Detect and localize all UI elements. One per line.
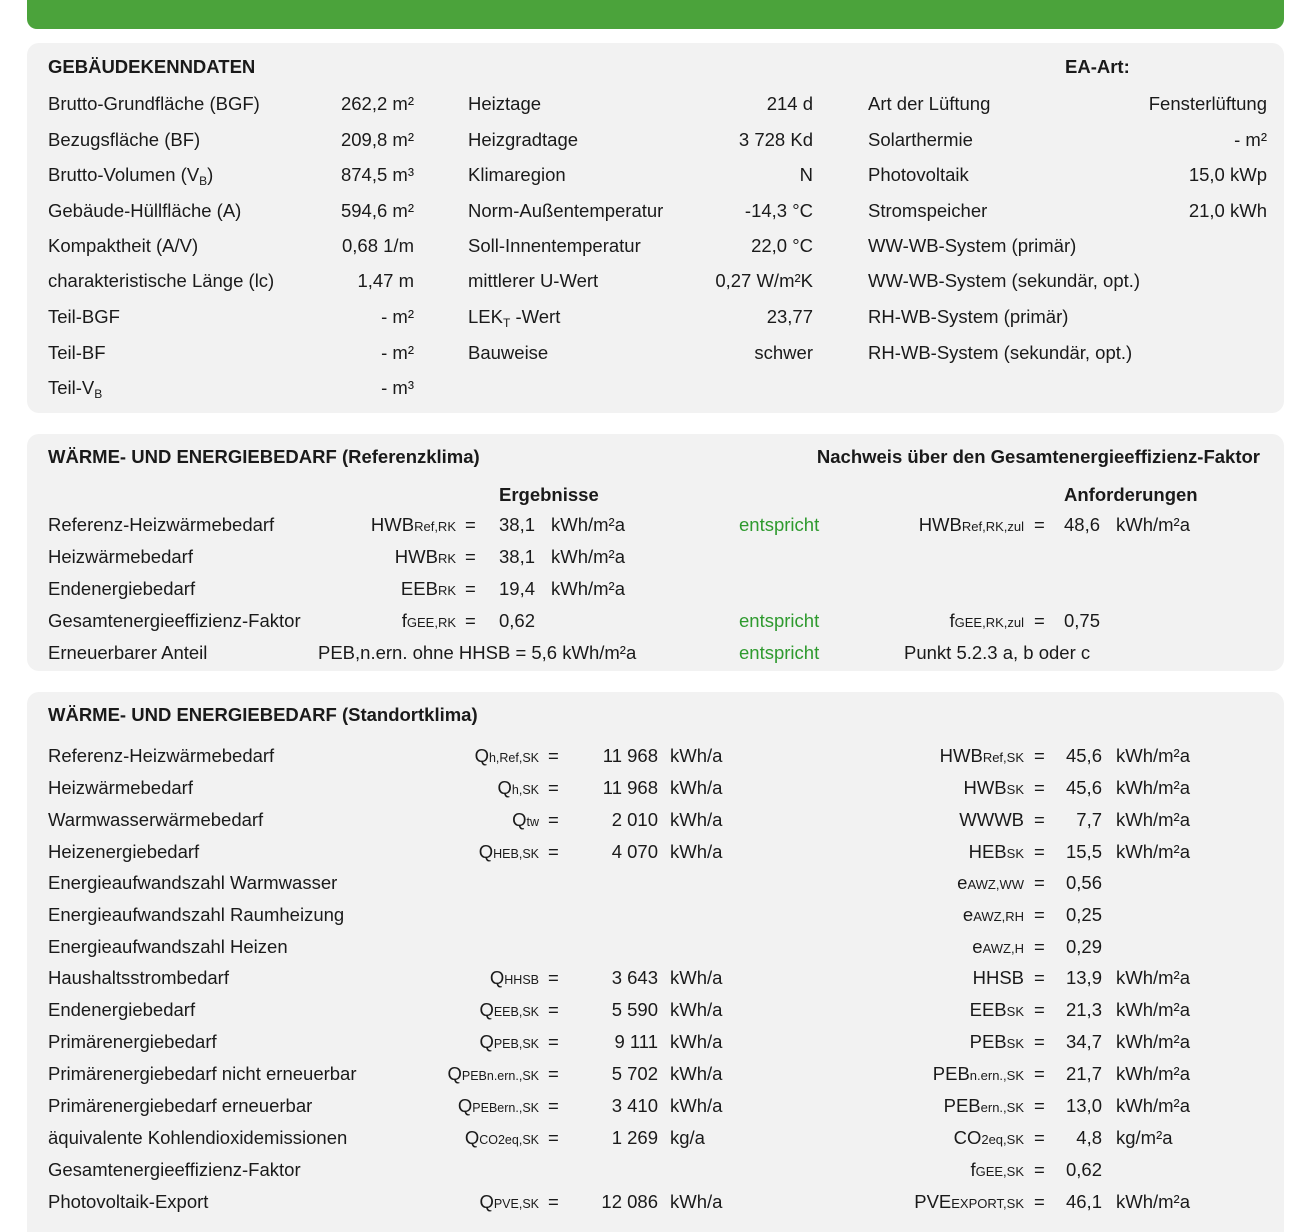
ref-row-label: Endenergiebedarf xyxy=(48,578,196,599)
ref-row-symbol xyxy=(401,578,456,602)
site-row-label: Energieaufwandszahl Heizen xyxy=(48,936,288,957)
site-row-s-unit: kWh/m²a xyxy=(1116,1191,1190,1212)
site-row-s-eq: = xyxy=(1034,967,1045,988)
ref-row-req-eq: = xyxy=(1034,610,1045,631)
site-row-s-unit: kWh/m²a xyxy=(1116,841,1190,862)
site-row-s-symbol xyxy=(933,1063,1024,1087)
site-row-value: 11 968 xyxy=(602,745,658,766)
building-col2-label: Heiztage xyxy=(468,93,542,114)
building-col1-label-label-after: ) xyxy=(207,164,214,185)
ref-row-symbol xyxy=(395,546,456,570)
building-col2-value: schwer xyxy=(754,342,813,363)
header-banner xyxy=(27,0,1284,29)
site-row-s-symbol-subscript: 2eq,SK xyxy=(981,1132,1024,1147)
ref-row-req-symbol-symbol: HWB xyxy=(918,514,962,535)
site-row-s-symbol-symbol: PVE xyxy=(914,1191,952,1212)
site-row-label: Heizwärmebedarf xyxy=(48,777,193,798)
site-row-q-symbol-symbol: Q xyxy=(479,1031,494,1052)
building-col3-label: Photovoltaik xyxy=(868,164,969,185)
building-col3-label: Stromspeicher xyxy=(868,200,988,221)
site-row-s-symbol xyxy=(970,999,1024,1023)
site-row-s-value: 13,0 xyxy=(1065,1095,1102,1116)
site-row-eq: = xyxy=(548,967,559,988)
site-row-value: 11 968 xyxy=(602,777,658,798)
site-row-value: 3 643 xyxy=(611,967,658,988)
site-row-s-value: 7,7 xyxy=(1076,809,1102,830)
site-row-q-symbol xyxy=(465,1127,539,1151)
site-row-q-symbol xyxy=(479,999,539,1023)
site-row-s-symbol-symbol: EEB xyxy=(969,999,1007,1020)
ref-row-req-symbol xyxy=(950,610,1025,634)
site-row-s-symbol xyxy=(954,1127,1024,1151)
ref-row-eq: = xyxy=(465,578,476,599)
site-row-q-symbol-symbol: Q xyxy=(479,999,494,1020)
ref-row-req-unit: kWh/m²a xyxy=(1116,514,1190,535)
site-row-label: Referenz-Heizwärmebedarf xyxy=(48,745,275,766)
site-row-q-symbol-subscript: EEB,SK xyxy=(493,1005,539,1019)
building-col1-label: Teil-BGF xyxy=(48,306,120,327)
site-row-s-unit: kWh/m²a xyxy=(1116,1095,1190,1116)
ref-row-symbol-symbol: HWB xyxy=(394,546,438,567)
site-row-unit: kWh/a xyxy=(670,1063,723,1084)
building-col2-value: 0,27 W/m²K xyxy=(715,270,813,291)
site-row-s-symbol xyxy=(940,745,1024,769)
site-row-s-unit: kWh/m²a xyxy=(1116,745,1190,766)
building-title: GEBÄUDEKENNDATEN xyxy=(48,56,256,77)
building-col1-value: 0,68 1/m xyxy=(342,235,414,256)
site-row-s-symbol-symbol: HEB xyxy=(968,841,1007,862)
building-col2-label: mittlerer U-Wert xyxy=(468,270,599,291)
site-row-unit: kWh/a xyxy=(670,1031,723,1052)
site-row-s-unit: kWh/m²a xyxy=(1116,1031,1190,1052)
site-row-s-symbol-subscript: Ref,SK xyxy=(982,750,1024,765)
ref-row-symbol-symbol: HWB xyxy=(370,514,415,535)
ref-row-eq: = xyxy=(465,546,476,567)
site-row-eq: = xyxy=(548,1063,559,1084)
site-row-s-unit: kWh/m²a xyxy=(1116,777,1190,798)
site-row-s-symbol-subscript: GEE,SK xyxy=(975,1164,1024,1179)
ref-row-req-value: 0,75 xyxy=(1064,610,1101,631)
site-row-s-eq: = xyxy=(1034,872,1045,893)
site-row-unit: kWh/a xyxy=(670,745,723,766)
site-row-s-symbol xyxy=(973,967,1024,989)
building-col1-value: 874,5 m³ xyxy=(340,164,414,185)
site-row-eq: = xyxy=(548,999,559,1020)
site-row-s-eq: = xyxy=(1034,841,1045,862)
site-row-q-symbol-symbol: Q xyxy=(479,1191,494,1212)
site-row-q-symbol-symbol: Q xyxy=(464,1127,480,1148)
ref-row-label: Referenz-Heizwärmebedarf xyxy=(48,514,275,535)
site-row-q-symbol-subscript: h,Ref,SK xyxy=(488,751,539,765)
site-row-q-symbol-symbol: Q xyxy=(457,1095,473,1116)
building-col2-label xyxy=(468,306,560,328)
site-row-s-symbol-symbol: PEB xyxy=(932,1063,970,1084)
site-row-s-symbol-subscript: SK xyxy=(1006,782,1024,797)
site-row-unit: kWh/a xyxy=(670,967,723,988)
site-row-s-symbol-symbol: WWWB xyxy=(959,809,1024,830)
site-row-s-symbol xyxy=(957,872,1024,896)
ref-row-symbol xyxy=(402,610,456,634)
ref-row-req-eq: = xyxy=(1034,514,1045,535)
ref-row-value: 19,4 xyxy=(499,578,536,599)
site-row-eq: = xyxy=(548,1191,559,1212)
site-row-label: Photovoltaik-Export xyxy=(48,1191,209,1212)
building-col3-label: Art der Lüftung xyxy=(868,93,991,114)
building-col1-value: 594,6 m² xyxy=(340,200,414,221)
site-row-value: 12 086 xyxy=(601,1191,658,1212)
site-row-s-eq: = xyxy=(1034,1159,1045,1180)
site-row-s-eq: = xyxy=(1034,904,1045,925)
site-row-s-symbol xyxy=(970,1159,1024,1183)
building-col1-value: 209,8 m² xyxy=(340,129,414,150)
site-row-s-value: 0,25 xyxy=(1065,904,1102,925)
ref-row-req-symbol-subscript: Ref,RK,zul xyxy=(961,519,1024,534)
site-row-unit: kWh/a xyxy=(670,1191,723,1212)
site-row-s-value: 0,56 xyxy=(1065,872,1102,893)
site-row-s-value: 13,9 xyxy=(1065,967,1102,988)
building-col3-label: RH-WB-System (sekundär, opt.) xyxy=(868,342,1133,363)
site-row-s-eq: = xyxy=(1034,745,1045,766)
site-row-s-eq: = xyxy=(1034,999,1045,1020)
site-row-q-symbol-subscript: CO2eq,SK xyxy=(479,1133,539,1147)
ref-results-header: Ergebnisse xyxy=(499,484,599,505)
site-row-label: Heizenergiebedarf xyxy=(48,841,200,862)
building-col1-label-label-sub: B xyxy=(94,387,103,401)
site-row-s-unit: kg/m²a xyxy=(1116,1127,1173,1148)
site-row-label: Endenergiebedarf xyxy=(48,999,196,1020)
site-row-q-symbol xyxy=(479,841,539,865)
ref-row-req-symbol-symbol: f xyxy=(949,610,955,631)
site-row-q-symbol-subscript: PEB,SK xyxy=(493,1037,539,1051)
site-row-q-symbol-subscript: h,SK xyxy=(511,783,539,797)
site-row-q-symbol xyxy=(490,967,539,991)
building-col2-value: 214 d xyxy=(766,93,813,114)
reference-climate-panel xyxy=(27,434,1284,671)
ref-row-symbol-symbol: EEB xyxy=(400,578,438,599)
building-col1-label-label: Teil-V xyxy=(48,377,95,398)
ea-art-label: EA-Art: xyxy=(1065,56,1130,77)
site-row-label: Primärenergiebedarf nicht erneuerbar xyxy=(48,1063,357,1084)
site-row-label: Primärenergiebedarf erneuerbar xyxy=(48,1095,313,1116)
building-col2-value: 3 728 Kd xyxy=(738,129,813,150)
building-col3-value: 21,0 kWh xyxy=(1188,200,1267,221)
ref-row-value: 38,1 xyxy=(499,546,536,567)
ref-row-symbol-subscript: Ref,RK xyxy=(414,519,456,534)
site-row-s-symbol-subscript: ern.,SK xyxy=(980,1100,1024,1115)
site-row-q-symbol xyxy=(475,745,539,769)
site-row-s-eq: = xyxy=(1034,809,1045,830)
site-row-s-symbol-symbol: f xyxy=(970,1159,976,1180)
building-col2-label: Bauweise xyxy=(468,342,549,363)
ref-row-label: Gesamtenergieeffizienz-Faktor xyxy=(48,610,301,631)
site-row-s-symbol-symbol: CO xyxy=(953,1127,982,1148)
building-col2-value: -14,3 °C xyxy=(744,200,813,221)
ref-row-symbol-symbol: f xyxy=(401,610,407,631)
site-row-label: Haushaltsstrombedarf xyxy=(48,967,229,988)
site-row-s-value: 0,62 xyxy=(1065,1159,1102,1180)
site-row-q-symbol-subscript: PVE,SK xyxy=(493,1197,539,1211)
site-row-q-symbol-symbol: Q xyxy=(512,809,527,830)
site-row-s-symbol-symbol: HHSB xyxy=(972,967,1024,988)
ref-row-req-symbol xyxy=(919,514,1024,538)
site-row-s-symbol-subscript: SK xyxy=(1006,1004,1024,1019)
building-col2-label: Soll-Innentemperatur xyxy=(468,235,641,256)
site-row-q-symbol-subscript: HHSB xyxy=(504,973,539,987)
building-col2-label: Heizgradtage xyxy=(468,129,579,150)
site-row-eq: = xyxy=(548,1127,559,1148)
building-col1-value: 1,47 m xyxy=(357,270,414,291)
site-row-s-value: 0,29 xyxy=(1065,936,1102,957)
site-row-unit: kWh/a xyxy=(670,841,723,862)
site-row-value: 5 702 xyxy=(611,1063,658,1084)
ref-row-unit: kWh/m²a xyxy=(551,514,625,535)
site-row-q-symbol-subscript: tw xyxy=(526,815,539,829)
site-row-value: 2 010 xyxy=(611,809,658,830)
ref-requirements-header: Anforderungen xyxy=(1064,484,1198,505)
ref-renewable-label: Erneuerbarer Anteil xyxy=(48,642,208,663)
site-row-label: äquivalente Kohlendioxidemissionen xyxy=(48,1127,348,1148)
site-row-label: Primärenergiebedarf xyxy=(48,1031,217,1052)
building-col1-label: Teil-BF xyxy=(48,342,106,363)
ref-row-req-symbol-subscript: GEE,RK,zul xyxy=(954,615,1024,630)
site-row-s-value: 45,6 xyxy=(1065,745,1102,766)
site-row-value: 1 269 xyxy=(611,1127,658,1148)
site-row-s-symbol xyxy=(963,904,1024,928)
site-row-s-value: 4,8 xyxy=(1076,1127,1102,1148)
site-row-eq: = xyxy=(548,777,559,798)
site-row-s-symbol xyxy=(970,1031,1024,1055)
site-row-s-symbol-subscript: AWZ,WW xyxy=(967,877,1024,892)
site-row-s-unit: kWh/m²a xyxy=(1116,967,1190,988)
site-row-s-eq: = xyxy=(1034,1031,1045,1052)
site-row-s-eq: = xyxy=(1034,1063,1045,1084)
ref-row-value: 0,62 xyxy=(499,610,536,631)
building-col2-value: 23,77 xyxy=(766,306,813,327)
site-row-eq: = xyxy=(548,1095,559,1116)
ref-row-status: entspricht xyxy=(739,610,820,631)
site-row-s-symbol xyxy=(969,841,1024,865)
building-col1-label-label-sub: B xyxy=(199,174,208,188)
site-row-label: Gesamtenergieeffizienz-Faktor xyxy=(48,1159,301,1180)
site-row-s-symbol-symbol: HWB xyxy=(939,745,983,766)
ref-row-eq: = xyxy=(465,610,476,631)
site-row-unit: kWh/a xyxy=(670,1095,723,1116)
building-col1-label: charakteristische Länge (lc) xyxy=(48,270,275,291)
site-row-s-symbol xyxy=(914,1191,1024,1215)
site-row-s-symbol-subscript: AWZ,RH xyxy=(973,909,1024,924)
ref-row-value: 38,1 xyxy=(499,514,536,535)
site-row-s-unit: kWh/m²a xyxy=(1116,1063,1190,1084)
site-row-eq: = xyxy=(548,841,559,862)
site-row-eq: = xyxy=(548,745,559,766)
site-row-q-symbol-subscript: PEBn.ern.,SK xyxy=(461,1069,539,1083)
site-row-unit: kWh/a xyxy=(670,777,723,798)
site-row-s-symbol-symbol: PEB xyxy=(943,1095,981,1116)
site-row-q-symbol-symbol: Q xyxy=(489,967,505,988)
site-row-s-eq: = xyxy=(1034,777,1045,798)
building-col1-label xyxy=(48,377,102,399)
site-row-s-value: 34,7 xyxy=(1065,1031,1102,1052)
site-row-q-symbol-symbol: Q xyxy=(447,1063,462,1084)
site-row-q-symbol xyxy=(498,777,540,801)
building-col3-label: Solarthermie xyxy=(868,129,973,150)
site-row-s-value: 21,3 xyxy=(1065,999,1102,1020)
ref-row-eq: = xyxy=(465,514,476,535)
site-row-value: 3 410 xyxy=(611,1095,658,1116)
site-row-q-symbol xyxy=(512,809,539,833)
site-row-s-value: 45,6 xyxy=(1065,777,1102,798)
ref-right-title: Nachweis über den Gesamtenergieeffizienz-Faktor xyxy=(816,446,1260,467)
site-climate-panel xyxy=(27,692,1284,1232)
building-col2-label-label-sub: T xyxy=(502,316,511,330)
site-row-s-unit: kWh/m²a xyxy=(1116,999,1190,1020)
site-row-q-symbol-symbol: Q xyxy=(497,777,512,798)
site-row-s-symbol-symbol: e xyxy=(957,872,968,893)
ref-renewable-req: Punkt 5.2.3 a, b oder c xyxy=(904,642,1091,663)
ref-row-req-value: 48,6 xyxy=(1064,514,1101,535)
site-row-value: 9 111 xyxy=(614,1031,658,1052)
site-row-label: Energieaufwandszahl Raumheizung xyxy=(48,904,345,925)
building-col3-value: - m² xyxy=(1234,129,1267,150)
site-row-value: 4 070 xyxy=(611,841,658,862)
ref-row-unit: kWh/m²a xyxy=(551,546,625,567)
site-row-label: Energieaufwandszahl Warmwasser xyxy=(48,872,338,893)
ref-renewable-formula: PEB,n.ern. ohne HHSB = 5,6 kWh/m²a xyxy=(318,642,637,663)
building-col1-value: - m³ xyxy=(381,377,414,398)
site-row-s-value: 15,5 xyxy=(1065,841,1102,862)
site-row-s-symbol-subscript: n.ern.,SK xyxy=(969,1068,1024,1083)
site-title: WÄRME- UND ENERGIEBEDARF (Standortklima) xyxy=(48,704,478,725)
building-col1-label: Bezugsfläche (BF) xyxy=(48,129,201,150)
ref-title: WÄRME- UND ENERGIEBEDARF (Referenzklima) xyxy=(48,446,480,467)
building-col1-value: - m² xyxy=(381,342,414,363)
site-row-s-symbol-symbol: HWB xyxy=(963,777,1007,798)
site-row-unit: kWh/a xyxy=(670,809,723,830)
site-row-q-symbol xyxy=(447,1063,539,1087)
building-col2-label-label: LEK xyxy=(468,306,503,327)
building-col1-label-label: Brutto-Volumen (V xyxy=(48,164,200,185)
ref-row-symbol xyxy=(371,514,456,538)
site-row-s-eq: = xyxy=(1034,1127,1045,1148)
site-row-s-symbol-symbol: e xyxy=(972,936,983,957)
site-row-s-eq: = xyxy=(1034,936,1045,957)
building-col1-label xyxy=(48,164,213,186)
ref-row-symbol-subscript: RK xyxy=(437,551,456,566)
site-row-s-symbol-subscript: EXPORT,SK xyxy=(951,1196,1024,1211)
site-row-q-symbol-subscript: HEB,SK xyxy=(493,847,539,861)
building-col2-label: Norm-Außentemperatur xyxy=(468,200,664,221)
building-col2-label: Klimaregion xyxy=(468,164,566,185)
building-col1-label: Brutto-Grundfläche (BGF) xyxy=(48,93,260,114)
site-row-q-symbol xyxy=(458,1095,539,1119)
building-col2-value: 22,0 °C xyxy=(751,235,813,256)
site-row-s-symbol-subscript: SK xyxy=(1006,846,1024,861)
site-row-eq: = xyxy=(548,1031,559,1052)
site-row-s-symbol xyxy=(963,777,1024,801)
site-row-q-symbol-symbol: Q xyxy=(474,745,489,766)
site-row-unit: kWh/a xyxy=(670,999,723,1020)
site-row-q-symbol xyxy=(479,1191,539,1215)
ref-row-symbol-subscript: RK xyxy=(437,583,456,598)
site-row-value: 5 590 xyxy=(611,999,658,1020)
ref-renewable-status: entspricht xyxy=(739,642,820,663)
site-row-s-value: 46,1 xyxy=(1065,1191,1102,1212)
building-col3-value: Fensterlüftung xyxy=(1148,93,1267,114)
building-col3-value: 15,0 kWp xyxy=(1188,164,1267,185)
ref-row-unit: kWh/m²a xyxy=(551,578,625,599)
site-row-s-eq: = xyxy=(1034,1095,1045,1116)
ref-row-symbol-subscript: GEE,RK xyxy=(406,615,456,630)
ref-row-status: entspricht xyxy=(739,514,820,535)
site-row-s-eq: = xyxy=(1034,1191,1045,1212)
building-col3-label: RH-WB-System (primär) xyxy=(868,306,1069,327)
site-row-label: Warmwasserwärmebedarf xyxy=(48,809,264,830)
site-row-s-unit: kWh/m²a xyxy=(1116,809,1190,830)
site-row-q-symbol xyxy=(479,1031,539,1055)
site-row-s-symbol-subscript: SK xyxy=(1006,1036,1024,1051)
site-row-s-value: 21,7 xyxy=(1065,1063,1102,1084)
site-row-s-symbol xyxy=(972,936,1024,960)
building-col2-label-label-after: -Wert xyxy=(510,306,561,327)
site-row-s-symbol-subscript: AWZ,H xyxy=(982,941,1024,956)
site-row-unit: kg/a xyxy=(670,1127,705,1148)
building-col3-label: WW-WB-System (primär) xyxy=(868,235,1077,256)
building-col1-label: Gebäude-Hüllfläche (A) xyxy=(48,200,242,221)
site-row-s-symbol xyxy=(959,809,1024,831)
site-row-s-symbol-symbol: e xyxy=(962,904,974,925)
building-col3-label: WW-WB-System (sekundär, opt.) xyxy=(868,270,1141,291)
building-col1-value: - m² xyxy=(381,306,414,327)
site-row-q-symbol-subscript: PEBern.,SK xyxy=(472,1101,539,1115)
site-row-s-symbol xyxy=(944,1095,1024,1119)
site-row-s-symbol-symbol: PEB xyxy=(969,1031,1007,1052)
building-col2-value: N xyxy=(799,164,813,185)
building-col1-value: 262,2 m² xyxy=(340,93,414,114)
site-row-eq: = xyxy=(548,809,559,830)
site-row-q-symbol-symbol: Q xyxy=(478,841,494,862)
building-col1-label: Kompaktheit (A/V) xyxy=(48,235,199,256)
ref-row-label: Heizwärmebedarf xyxy=(48,546,193,567)
